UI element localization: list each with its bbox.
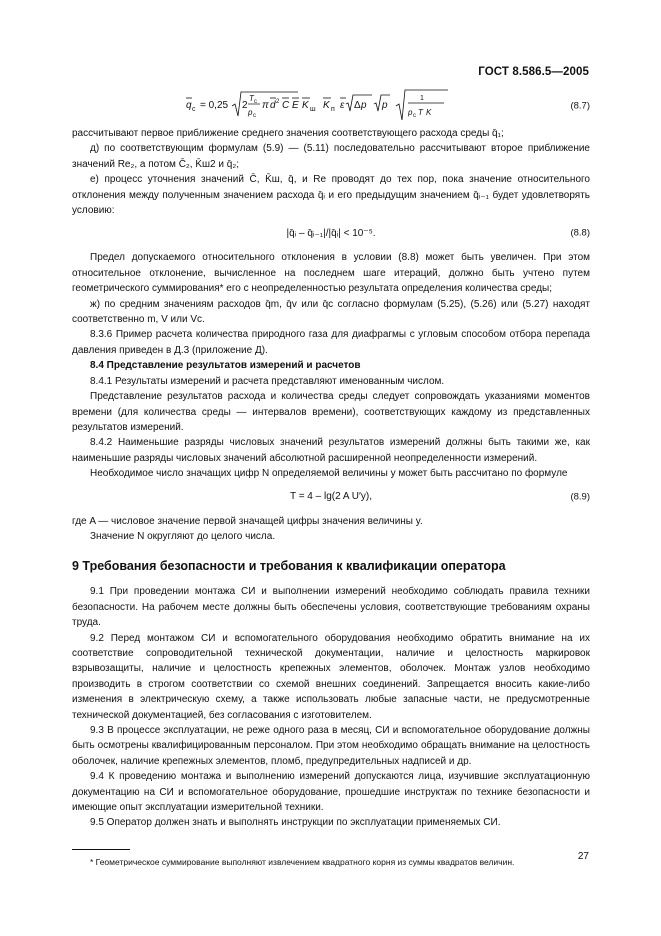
- svg-text:= 0,25: = 0,25: [200, 100, 229, 111]
- svg-text:C: C: [282, 100, 290, 111]
- svg-text:p: p: [361, 100, 367, 111]
- svg-text:с: с: [192, 106, 196, 113]
- svg-text:p: p: [382, 100, 388, 111]
- svg-text:с: с: [254, 99, 257, 105]
- formula-8-9-expression: T = 4 – lg(2 A U′y),: [289, 490, 372, 502]
- svg-text:d: d: [270, 100, 276, 111]
- paragraph-first-approx: рассчитывают первое приближение среднего значения соответствующего расхода среды q̄₁;: [72, 128, 504, 139]
- footnote-divider: [72, 849, 130, 850]
- svg-text:1: 1: [420, 95, 424, 102]
- paragraph-9-3: 9.3 В процессе эксплуатации, не реже одного раза в месяц, СИ и вспомогательное оборудование должны быть осмотрены квалифицированным персоналом. При этом необходимо обращать внимание на целостность оболочек, наличие крепежных элементов, пломб, предупредительных надписей и др.: [72, 725, 590, 767]
- svg-text:с: с: [413, 113, 416, 119]
- svg-text:K: K: [323, 100, 330, 111]
- formula-8-7-number: (8.7): [570, 100, 590, 112]
- page-number: 27: [577, 851, 589, 862]
- svg-text:п: п: [331, 106, 335, 113]
- paragraph-8-4-2: 8.4.2 Наименьшие разряды числовых значений результатов измерений должны быть такими же, как наименьшие разряды числовых значений абсолютной расширенной неопределенности измерений.: [72, 437, 590, 464]
- paragraph-significant-digits: Необходимое число значащих цифр N определяемой величины y может быть рассчитано по формуле: [90, 468, 568, 480]
- paragraph-9-2: 9.2 Перед монтажом СИ и вспомогательного оборудования необходимо обратить внимание на их соответствие сопроводительной технической документации, наличие и целостность маркировок взрывозащиты, наличие и целостность крепежных элементов, оболочек. Монтаж узлов необходимо производить в строгом соответствии со схемой внешних соединений. Запрещается вносить какие-либо изменения в электрическую схему, а также использовать любые запасные части, не предусмотренные технической документацией, без согласования с изготовителем.: [72, 632, 590, 721]
- svg-text:π: π: [262, 100, 269, 111]
- svg-text:T: T: [418, 108, 423, 117]
- formula-8-7-graphic: [186, 88, 476, 124]
- paragraph-where-a: где A — числовое значение первой значащей цифры значения величины y.: [72, 515, 423, 527]
- svg-text:2: 2: [242, 100, 248, 111]
- svg-text:q: q: [186, 100, 192, 111]
- svg-text:2: 2: [276, 99, 280, 105]
- paragraph-9-5: 9.5 Оператор должен знать и выполнять инструкции по эксплуатации применяемых СИ.: [90, 817, 501, 829]
- paragraph-9-4: 9.4 К проведению монтажа и выполнению измерений допускаются лица, изучившие эксплуатационную документацию на СИ и вспомогательное оборудование, прошедшие инструктаж по технике безопасности и имеющие опыт эксплуатации измерительной техники.: [72, 771, 590, 814]
- formula-8-9: [72, 484, 590, 510]
- formula-8-9-number: (8.9): [570, 490, 590, 502]
- page-content: [72, 88, 590, 868]
- formula-8-8-number: (8.8): [570, 227, 590, 239]
- formula-8-8-expression: |q̄ᵢ – q̄ᵢ₋₁|/|q̄ᵢ| < 10⁻⁵.: [286, 227, 376, 239]
- paragraph-round-n: Значение N округляют до целого числа.: [90, 530, 276, 542]
- svg-text:Δ: Δ: [354, 100, 361, 111]
- section-heading-8-4: 8.4 Представление результатов измерений и расчетов: [90, 360, 361, 372]
- svg-text:K: K: [302, 100, 309, 111]
- svg-text:p: p: [248, 108, 253, 117]
- paragraph-limit: Предел допускаемого относительного отклонения в условии (8.8) может быть увеличен. При этом относительное отклонение, вычисленное на последнем шаге итераций, должно быть учтено путем геометрического суммирования* его с неопределенностью результата определения количества среды;: [72, 252, 590, 295]
- paragraph-d: д) по соответствующим формулам (5.9) — (5.11) последовательно рассчитывают второе приближение значений Re₂, а потом C̄₂, K̄ш2 и q̄₂;: [72, 143, 590, 170]
- svg-text:E: E: [292, 100, 299, 111]
- paragraph-presentation: Представление результатов расхода и количества среды следует сопровождать указаниями моментов времени (для количества среды — интервалов времени), соответствующих каждому из представленных результатов измерений.: [72, 391, 590, 433]
- formula-8-8: [72, 220, 590, 246]
- paragraph-8-4-1: 8.4.1 Результаты измерений и расчета представляют именованным числом.: [90, 375, 445, 387]
- svg-text:с: с: [253, 113, 256, 119]
- paragraph-e: е) процесс уточнения значений C̄, K̄ш, q̄, и Re проводят до тех пор, пока значение относительного отклонения между полученным значением расхода q̄ᵢ и его предыдущим значением q̄ᵢ₋₁ будет удовлетворять условию:: [72, 174, 590, 217]
- svg-text:p: p: [408, 108, 413, 117]
- svg-text:T: T: [249, 94, 254, 103]
- paragraph-9-1: 9.1 При проведении монтажа СИ и выполнении измерений необходимо соблюдать правила техники безопасности. На рабочем месте должны быть обеспечены условия, соответствующие требованиям охраны труда.: [72, 586, 590, 629]
- paragraph-zh: ж) по средним значениям расходов q̄m, q̄v или q̄с согласно формулам (5.25), (5.26) или (5.27) находят соответственно m, V или Vс.: [72, 298, 590, 326]
- footnote: * Геометрическое суммирование выполняют извлечением квадратного корня из суммы квадратов величин.: [90, 856, 515, 867]
- formula-8-7: [72, 88, 590, 124]
- svg-text:ш: ш: [310, 106, 316, 113]
- paragraph-8-3-6: 8.3.6 Пример расчета количества природного газа для диафрагмы с угловым способом отбора перепада давления приведен в Д.3 (приложение Д).: [72, 329, 590, 356]
- svg-text:ε: ε: [340, 100, 345, 111]
- section-heading-9: 9 Требования безопасности и требования к квалификации оператора: [72, 559, 506, 574]
- svg-text:K: K: [426, 108, 432, 117]
- document-header-id: ГОСТ 8.586.5—2005: [478, 66, 589, 78]
